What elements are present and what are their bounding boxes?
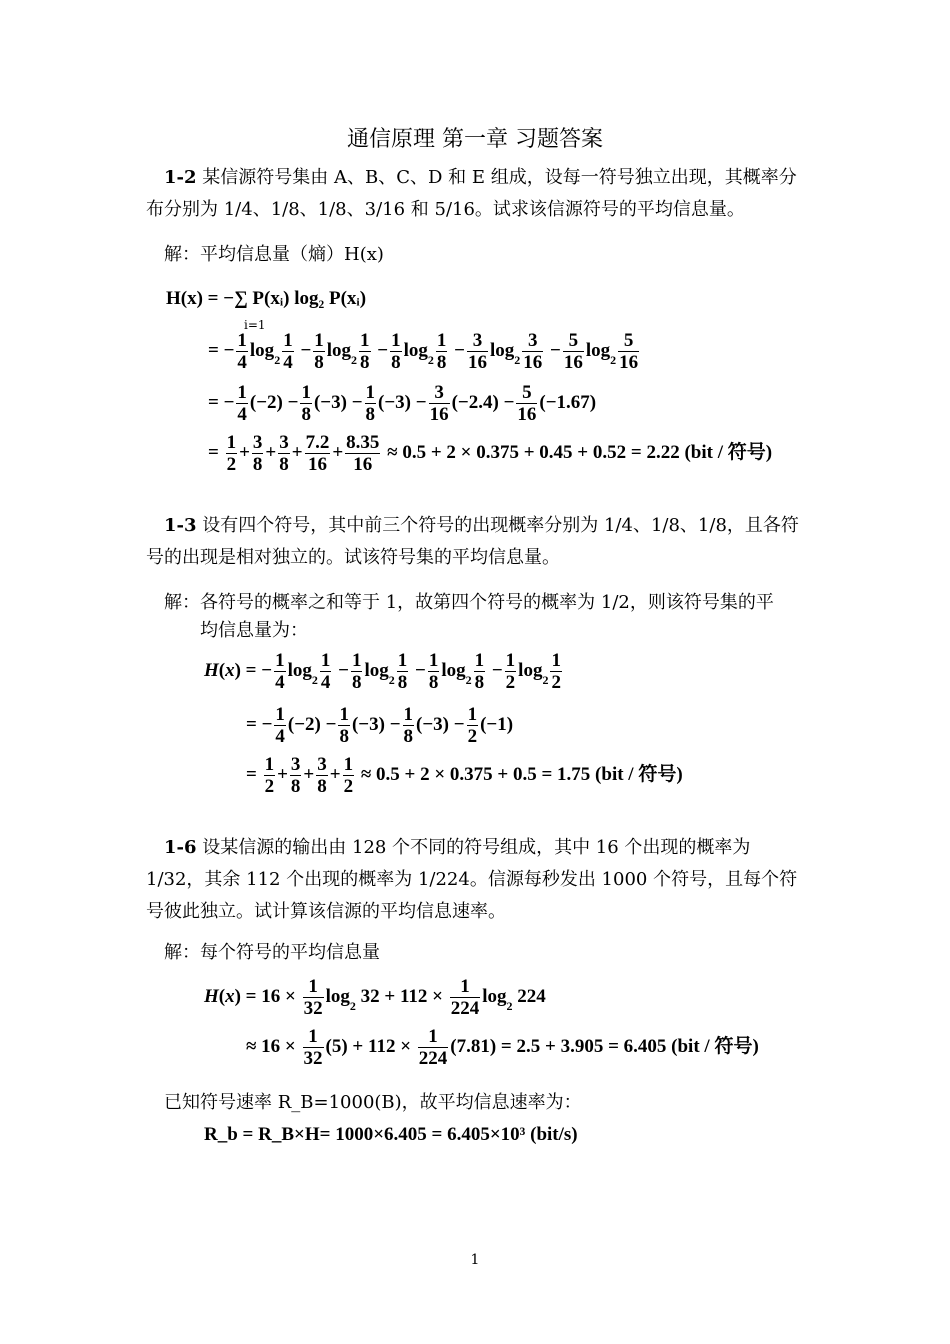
known-rate-text: 已知符号速率 R_B=1000(B)，故平均信息速率为： bbox=[164, 1092, 582, 1113]
info-rate-result: R_b = R_B×H= 1000×6.405 = 6.405×10³ (bit/s) bbox=[204, 1124, 578, 1145]
page-number: 1 bbox=[470, 1252, 480, 1268]
problem-number: 1-6 bbox=[164, 837, 197, 858]
problem-1-2 bbox=[146, 162, 806, 226]
problem-1-6 bbox=[146, 832, 806, 928]
equation-line-3: = $\frac{1}{2}$ + $\frac{3}{8}$ + $\frac{3}{8}$ + $\frac{1}{2}$ ≈ 0.5 + 2 × 0.375 + 0.5 = 1.75 (bit / 符号) bbox=[246, 754, 683, 797]
problem-number: 1-3 bbox=[164, 515, 197, 536]
problem-number: 1-2 bbox=[164, 167, 197, 188]
solution-label: 解：平均信息量（熵）H(x) bbox=[164, 244, 384, 265]
solution-label-cont: 均信息量为： bbox=[200, 620, 308, 641]
problem-text: 设有四个符号，其中前三个符号的出现概率分别为 1/4、1/8、1/8，且各符号的出现是相对独立的。试该符号集的平均信息量。 bbox=[146, 515, 799, 568]
sum-limit: i=1 bbox=[244, 318, 266, 332]
equation-result: ≈ 0.5 + 2 × 0.375 + 0.45 + 0.52 = 2.22 (bit / 符号) bbox=[387, 441, 773, 463]
solution-label: 解：各符号的概率之和等于 1，故第四个符号的概率为 1/2，则该符号集的平 bbox=[164, 592, 774, 613]
solution-label: 解：每个符号的平均信息量 bbox=[164, 942, 380, 963]
equation-result: (7.81) = 2.5 + 3.905 = 6.405 (bit / 符号) bbox=[450, 1035, 759, 1057]
equation-line-1: H(x) = 16 × $\frac{1}{32}$ $\log_2 32 + 112$ × $\frac{1}{224}$ $\log_2 224$ bbox=[204, 976, 546, 1019]
equation-result: ≈ 0.5 + 2 × 0.375 + 0.5 = 1.75 (bit / 符号) bbox=[360, 763, 683, 785]
equation-line-1: = − $\frac{1}{4}$ $\log_2$ $\frac{1}{4}$ − $\frac{1}{8}$ $\log_2$ $\frac{1}{8}$ − $\frac{1}{8}$ $\log_2$ $\frac{1}{8}$ − $\frac{3}{16}$ $\log_2$ $\frac{3}{16}$ − $\frac{5}{16}$ $\log_2$ $\frac{5}{16}$ bbox=[208, 330, 639, 373]
equation-line-2: = − $\frac{1}{4}$ (−2) − $\frac{1}{8}$ (−3) − $\frac{1}{8}$ (−3) − $\frac{3}{16}$ (−2.4) − $\frac{5}{16}$ (−1.67) bbox=[208, 382, 597, 425]
page-title: 通信原理 第一章 习题答案 bbox=[347, 127, 603, 152]
problem-text: 某信源符号集由 A、B、C、D 和 E 组成，设每一符号独立出现，其概率分布分别为 1/4、1/8、1/8、3/16 和 5/16。试求该信源符号的平均信息量。 bbox=[146, 167, 797, 220]
equation-line-1: H(x) = − $\frac{1}{4}$ $\log_2$ $\frac{1}{4}$ − $\frac{1}{8}$ $\log_2$ $\frac{1}{8}$ − $\frac{1}{8}$ $\log_2$ $\frac{1}{8}$ − $\frac{1}{2}$ $\log_2$ $\frac{1}{2}$ bbox=[204, 650, 561, 693]
equation-entropy-def: H(x) = −∑ P(xᵢ) log₂ P(xᵢ) bbox=[166, 288, 367, 309]
problem-1-3 bbox=[146, 510, 806, 574]
equation-line-2: ≈ 16 × $\frac{1}{32}$ (5) + 112 × $\frac{1}{224}$ (7.81) = 2.5 + 3.905 = 6.405 (bit / 符号) bbox=[246, 1026, 759, 1069]
problem-text: 设某信源的输出由 128 个不同的符号组成，其中 16 个出现的概率为 1/32，其余 112 个出现的概率为 1/224。信源每秒发出 1000 个符号，且每个符号彼此独立。试计算该信源的平均信息速率。 bbox=[146, 837, 798, 922]
equation-line-2: = − $\frac{1}{4}$ (−2) − $\frac{1}{8}$ (−3) − $\frac{1}{8}$ (−3) − $\frac{1}{2}$ (−1) bbox=[246, 704, 514, 747]
equation-line-3: = $\frac{1}{2}$ + $\frac{3}{8}$ + $\frac{3}{8}$ + $\frac{7.2}{16}$ + $\frac{8.35}{16}$ ≈ 0.5 + 2 × 0.375 + 0.45 + 0.52 = 2.22 (bit / 符号) bbox=[208, 432, 773, 475]
